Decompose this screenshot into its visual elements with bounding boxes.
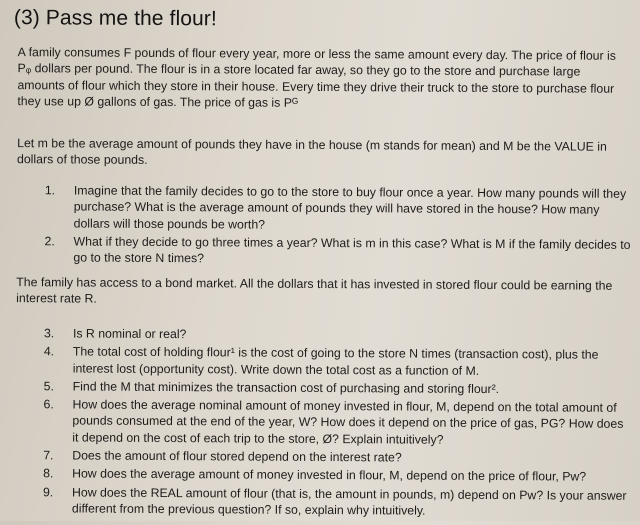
bond-market-paragraph: The family has access to a bond market. All the dollars that it has invested in stored flour could be earning the interest rate R. [16, 275, 613, 306]
list-item [45, 182, 633, 234]
question-number: 6. [43, 397, 54, 412]
intro-paragraph: A family consumes F pounds of flour every year, more or less the same amount every day. The price of flour is Pᵩ dollars per pound. The flour is in a store located far away, so they go to the store and purchase large amounts of flour which they store in their house. Every time they drive their truck to the store to purchase flour they use up Ø gallons of gas. The price of gas is Pᴳ [17, 45, 616, 110]
question-number: 5. [43, 379, 54, 394]
list-item [44, 378, 632, 398]
question-number: 9. [42, 484, 54, 500]
list-item [43, 484, 631, 520]
definitions-paragraph: Let m be the average amount of pounds they have in the house (m stands for mean) and M be the VALUE in dollars of those pounds. [16, 136, 607, 168]
question-text: How does the average nominal amount of money invested in flour, M, depend on the total amount of pounds consumed at the end of the year, W? How does it depend on the price of gas, PG? How does it depend on the cost of each trip to the store, Ø? Explain intuitively? [72, 397, 624, 447]
question-text: How does the REAL amount of flour (that is, the amount in pounds, m) depend on Pw? Is your answer different from the previous question? If so, explain why intuitively. [71, 485, 627, 518]
question-number: 2. [44, 234, 55, 249]
question-text: Is R nominal or real? [72, 326, 187, 342]
list-item [44, 344, 632, 380]
list-item [44, 325, 632, 345]
question-list-part-1 [44, 182, 633, 271]
page-title: (3) Pass me the flour! [13, 6, 217, 31]
question-number: 7. [43, 448, 54, 463]
list-item [44, 233, 632, 269]
list-item [43, 396, 631, 448]
question-text: Find the M that minimizes the transaction cost of purchasing and storing flour². [72, 379, 500, 396]
question-text: The total cost of holding flour¹ is the cost of going to the store N times (transaction cost), plus the interest lost (opportunity cost). Write down the total cost as a function of M. [72, 344, 599, 378]
question-number: 3. [43, 326, 55, 341]
question-list-part-2 [43, 325, 632, 522]
question-number: 8. [43, 466, 54, 481]
question-text: Imagine that the family decides to go to the store to buy flour once a year. How many pounds will they purchase? What is the average amount of pounds they will have stored in the house? How many dollars will those pounds be worth? [73, 183, 627, 232]
question-number: 4. [43, 344, 55, 359]
list-item [43, 466, 631, 486]
question-text: Does the amount of flour stored depend on the interest rate? [72, 448, 402, 465]
list-item [43, 447, 631, 467]
question-text: How does the average amount of money invested in flour, M, depend on the price of flour, Pw? [72, 466, 587, 484]
question-number: 1. [44, 183, 56, 198]
question-text: What if they decide to go three times a year? What is m in this case? What is M if the family decides to go to the store N times? [73, 234, 631, 266]
